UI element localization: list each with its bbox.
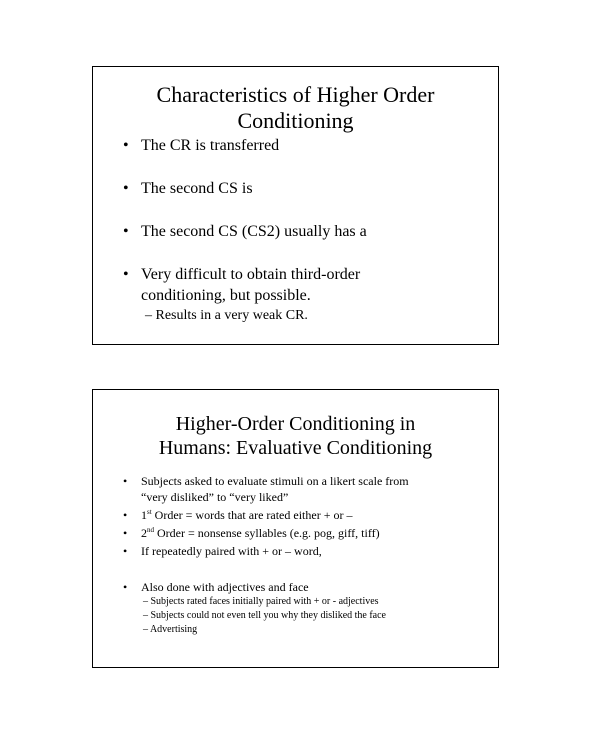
slide-2-bullet-list: [123, 473, 488, 639]
bullet-text: Very difficult to obtain third-order: [141, 266, 361, 283]
sub-bullet: – Results in a very weak CR.: [145, 308, 308, 323]
list-item: [123, 178, 488, 199]
bullet-text: Also done with adjectives and face: [141, 580, 309, 594]
bullet-text: 2: [141, 526, 147, 540]
bullet-icon: •: [123, 474, 128, 488]
list-item: [123, 525, 488, 541]
bullet-icon: •: [123, 508, 128, 522]
bullet-text: “very disliked” to “very liked”: [141, 490, 289, 504]
slide-1-title: [93, 82, 498, 134]
sub-bullet-list: [141, 595, 488, 637]
list-item: [123, 543, 488, 559]
bullet-text: The CR is transferred: [141, 137, 280, 154]
bullet-icon: •: [123, 137, 129, 154]
bullet-text: conditioning, but possible.: [141, 287, 311, 304]
slide-2-title-line-1: Higher-Order Conditioning in: [175, 413, 416, 435]
list-item: [123, 135, 488, 156]
bullet-icon: •: [123, 544, 128, 558]
bullet-text: The second CS is: [141, 180, 253, 197]
bullet-text: If repeatedly paired with + or – word,: [141, 544, 322, 558]
slide-1-bullet-list: [123, 135, 488, 326]
bullet-text: Order = nonsense syllables (e.g. pog, giff, tiff): [154, 526, 380, 540]
slide-2: [92, 389, 499, 668]
slide-2-title: [93, 412, 498, 460]
bullet-text: The second CS (CS2) usually has a: [141, 223, 367, 240]
bullet-icon: •: [123, 526, 128, 540]
list-item: [123, 221, 488, 242]
sub-list-item: – Subjects rated faces initially paired with + or - adjectives: [143, 596, 379, 607]
ordinal-suffix: st: [147, 508, 152, 516]
bullet-icon: •: [123, 223, 129, 240]
bullet-icon: •: [123, 180, 129, 197]
bullet-text: Order = words that are rated either + or –: [151, 508, 353, 522]
sub-list-item: – Subjects could not even tell you why they disliked the face: [143, 610, 386, 621]
sub-list-item: – Advertising: [143, 624, 198, 635]
slide-2-title-line-2: Humans: Evaluative Conditioning: [158, 437, 433, 459]
bullet-icon: •: [123, 266, 129, 283]
list-item: [123, 507, 488, 523]
bullet-text: 1: [141, 508, 147, 522]
slide-1-title-line-1: Characteristics of Higher Order: [156, 82, 435, 107]
bullet-text: Subjects asked to evaluate stimuli on a likert scale from: [141, 474, 409, 488]
list-item: [123, 264, 488, 326]
slide-1-title-line-2: Conditioning: [237, 108, 354, 133]
bullet-icon: •: [123, 580, 128, 594]
slide-1: [92, 66, 499, 345]
ordinal-suffix: nd: [147, 526, 154, 534]
list-item: [123, 473, 488, 505]
list-item: [123, 579, 488, 637]
